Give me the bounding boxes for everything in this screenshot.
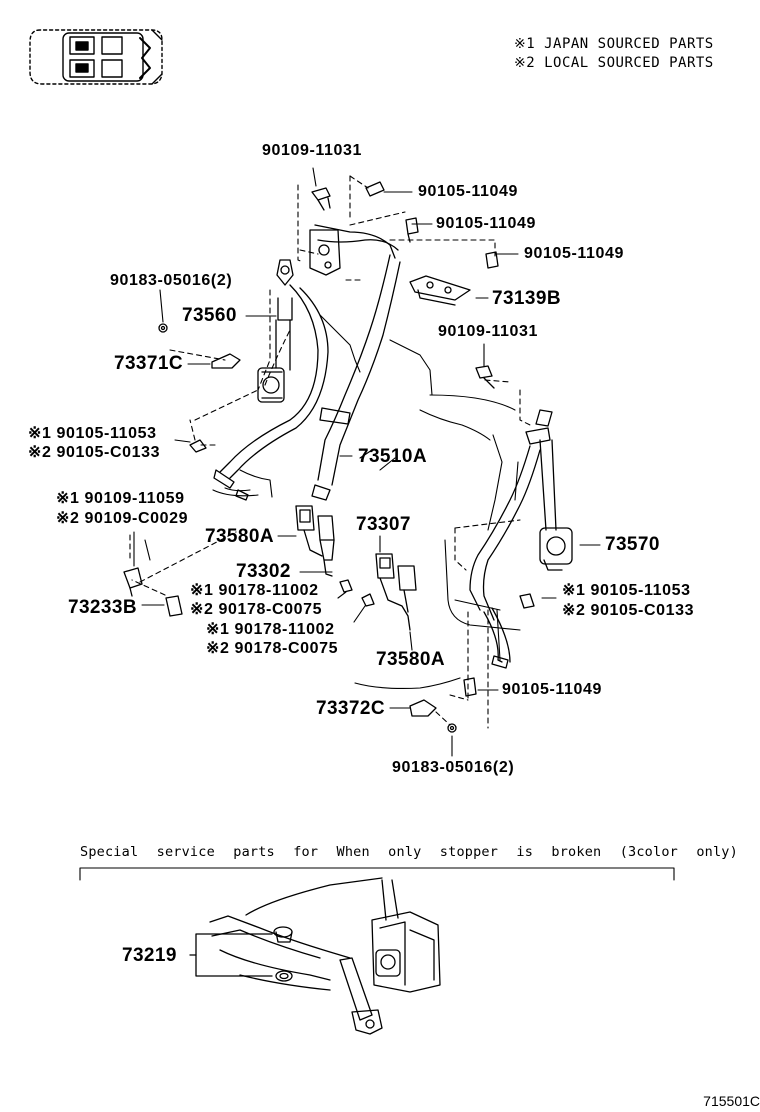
left-retractor (258, 260, 293, 402)
buckle-73307 (362, 554, 416, 630)
part-label-90109-11031-top[interactable]: 90109-11031 (262, 142, 363, 159)
part-label-90109-C0029[interactable]: ※2 90109-C0029 (56, 510, 189, 527)
cover-73371C (190, 354, 240, 452)
legend-local: ※2 LOCAL SOURCED PARTS (514, 55, 714, 71)
part-label-90178-C0075-a[interactable]: ※2 90178-C0075 (190, 601, 323, 618)
part-label-90105-11053-left[interactable]: ※1 90105-11053 (28, 425, 157, 442)
service-note: Special service parts for When only stopper is broken (3color only) (80, 844, 738, 860)
part-label-73219[interactable]: 73219 (122, 945, 177, 966)
part-label-90105-11049-c[interactable]: 90105-11049 (524, 245, 625, 262)
stopper-detail (190, 878, 440, 1034)
part-label-90105-11049-b[interactable]: 90105-11049 (436, 215, 537, 232)
legend-japan: ※1 JAPAN SOURCED PARTS (514, 36, 714, 52)
part-label-90183-05016-bottom[interactable]: 90183-05016(2) (392, 759, 515, 776)
part-label-90105-11049-d[interactable]: 90105-11049 (502, 681, 603, 698)
part-label-90105-C0133-right[interactable]: ※2 90105-C0133 (562, 602, 695, 619)
part-label-90178-C0075-b[interactable]: ※2 90178-C0075 (206, 640, 339, 657)
part-label-90105-C0133-left[interactable]: ※2 90105-C0133 (28, 444, 161, 461)
right-retractor-73570 (464, 410, 572, 696)
part-label-73580A-right[interactable]: 73580A (376, 649, 445, 670)
part-label-73302[interactable]: 73302 (236, 561, 291, 582)
part-label-73570[interactable]: 73570 (605, 534, 660, 555)
figure-id: 715501C (703, 1093, 760, 1109)
part-label-73580A-left[interactable]: 73580A (205, 526, 274, 547)
bracket-73139B (410, 276, 470, 305)
cover-73372C (410, 700, 456, 732)
part-label-73371C[interactable]: 73371C (114, 353, 183, 374)
part-label-90109-11059[interactable]: ※1 90109-11059 (56, 490, 185, 507)
part-label-73139B[interactable]: 73139B (492, 288, 561, 309)
buckle-73580A-left (296, 506, 352, 592)
part-label-90178-11002-a[interactable]: ※1 90178-11002 (190, 582, 319, 599)
part-label-73233B[interactable]: 73233B (68, 597, 137, 618)
part-label-90109-11031-mid[interactable]: 90109-11031 (438, 323, 539, 340)
vehicle-icon (30, 30, 162, 84)
part-label-73560[interactable]: 73560 (182, 305, 237, 326)
part-label-90105-11053-right[interactable]: ※1 90105-11053 (562, 582, 691, 599)
part-label-73307[interactable]: 73307 (356, 514, 411, 535)
part-label-73510A[interactable]: 73510A (358, 446, 427, 467)
part-label-90178-11002-b[interactable]: ※1 90178-11002 (206, 621, 335, 638)
part-label-90105-11049-a[interactable]: 90105-11049 (418, 183, 519, 200)
part-label-90183-05016-top[interactable]: 90183-05016(2) (110, 272, 233, 289)
part-label-73372C[interactable]: 73372C (316, 698, 385, 719)
